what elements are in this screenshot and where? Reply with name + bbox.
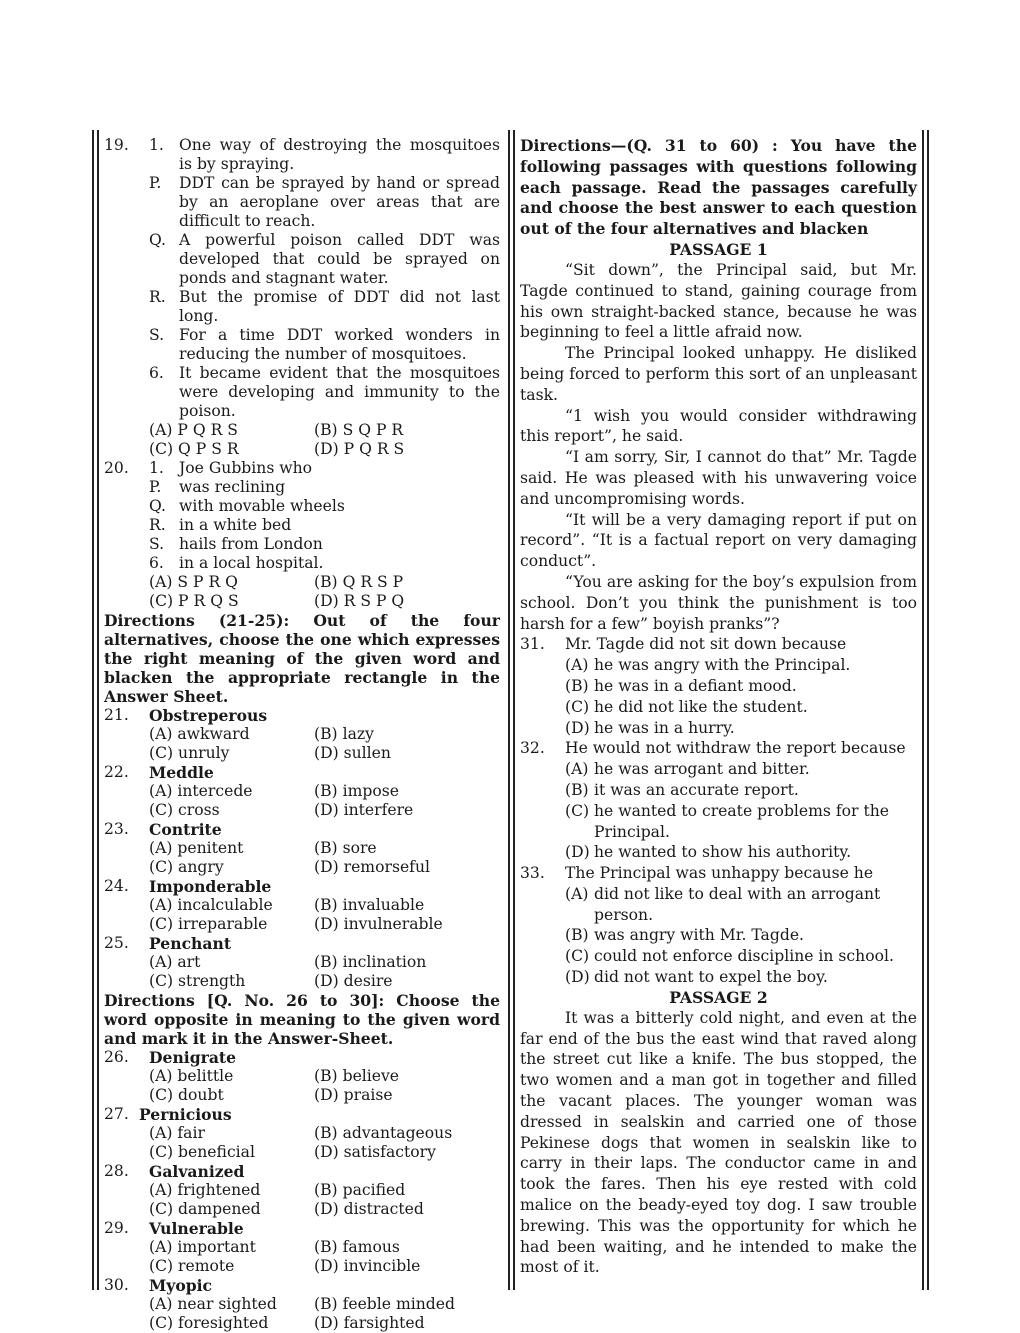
given-word: Pernicious [139, 1105, 232, 1124]
passage-paragraph: The Principal looked unhappy. He disliked being forced to perform this sort of an unpleasant task. [520, 344, 917, 404]
given-word: Imponderable [149, 877, 272, 896]
option-label: (B) [565, 926, 589, 945]
sentence-label: S. [149, 535, 165, 553]
option-b[interactable]: (B) impose [314, 782, 399, 800]
option-d[interactable]: (D) invincible [314, 1257, 421, 1275]
option-text: did not like to deal with an arrogant person. [594, 884, 881, 924]
sentence-label: 1. [149, 459, 164, 477]
option-b[interactable]: (B) feeble minded [314, 1295, 455, 1313]
option-label: (D) [565, 968, 590, 987]
option-c[interactable]: (C) foresighted [149, 1314, 269, 1332]
option-d[interactable]: (D) desire [314, 972, 393, 990]
option-label: (B) [565, 676, 589, 695]
option-c[interactable]: (C) Q P S R [149, 440, 239, 458]
passage-paragraph: “Sit down”, the Principal said, but Mr. Tagde continued to stand, gaining courage from his own straight-backed stance, because he was beginning to feel a little afraid now. [520, 260, 917, 342]
option-b[interactable]: (B) believe [314, 1067, 400, 1085]
right-column [520, 136, 917, 1278]
sentence-text: A powerful poison called DDT was developed that could be sprayed on ponds and stagnant water. [179, 231, 500, 287]
given-word: Galvanized [149, 1162, 245, 1181]
option-d[interactable]: (D) R S P Q [314, 592, 405, 610]
sentence-label: 1. [149, 136, 164, 154]
passage-paragraph: “It will be a very damaging report if put on record”. “It is a factual report on very damaging conduct”. [520, 510, 917, 571]
sentence-text: For a time DDT worked wonders in reducing the number of mosquitoes. [179, 326, 500, 363]
option-text: did not want to expel the boy. [594, 968, 828, 987]
given-word: Obstreperous [149, 706, 268, 725]
option-c[interactable]: (C) unruly [149, 744, 230, 762]
option-d[interactable]: (D) praise [314, 1086, 393, 1104]
passage-paragraph: “You are asking for the boy’s expulsion from school. Don’t you think the punishment is too harsh for a few” boyish pranks”? [520, 572, 917, 633]
given-word: Myopic [149, 1276, 213, 1295]
option-text: he did not like the student. [594, 697, 808, 716]
given-word: Vulnerable [149, 1219, 244, 1238]
option-b[interactable]: (B) lazy [314, 725, 374, 743]
option-text: was angry with Mr. Tagde. [594, 926, 805, 945]
option-c[interactable]: (C) irreparable [149, 915, 268, 933]
question-20 [104, 459, 500, 611]
option-a[interactable]: (A) penitent [149, 839, 244, 857]
question-26 [104, 1048, 500, 1105]
passage-paragraph: “I am sorry, Sir, I cannot do that” Mr. Tagde said. He was pleased with his unwavering voice and uncompromising words. [520, 448, 917, 508]
option-b[interactable] [565, 676, 917, 697]
option-label: (C) [565, 801, 590, 820]
option-a[interactable]: (A) belittle [149, 1067, 234, 1085]
question-number: 21. [104, 706, 129, 724]
option-b[interactable]: (B) S Q P R [314, 421, 404, 439]
option-label: (A) [565, 884, 589, 903]
option-d[interactable] [565, 718, 917, 739]
question-28 [104, 1162, 500, 1219]
question-number: 26. [104, 1048, 129, 1066]
option-d[interactable]: (D) interfere [314, 801, 414, 819]
question-text: Mr. Tagde did not sit down because [565, 635, 847, 654]
option-a[interactable] [565, 884, 917, 926]
option-a[interactable]: (A) awkward [149, 725, 250, 743]
question-29 [104, 1219, 500, 1276]
option-b[interactable] [565, 925, 917, 946]
right-border-inner [922, 130, 924, 1290]
option-d[interactable]: (D) distracted [314, 1200, 424, 1218]
question-number: 33. [520, 864, 545, 883]
option-c[interactable]: (C) cross [149, 801, 220, 819]
directions-26-30: Directions [Q. No. 26 to 30]: Choose the word opposite in meaning to the given word and mark it in the Answer-Sheet. [104, 991, 500, 1048]
center-divider-right [513, 130, 515, 1290]
question-23 [104, 820, 500, 877]
sentence-label: P. [149, 478, 162, 496]
sentence-text: DDT can be sprayed by hand or spread by an aeroplane over areas that are difficult to reach. [179, 174, 500, 230]
sentence-text: Joe Gubbins who [179, 459, 313, 477]
option-b[interactable]: (B) invaluable [314, 896, 425, 914]
question-number: 22. [104, 763, 129, 781]
option-text: he wanted to create problems for the Principal. [594, 801, 890, 841]
question-19 [104, 136, 500, 459]
option-a[interactable]: (A) art [149, 953, 201, 971]
option-c[interactable] [565, 801, 917, 843]
sentence-text: One way of destroying the mosquitoes is by spraying. [179, 136, 500, 173]
question-22 [104, 763, 500, 820]
option-a[interactable]: (A) fair [149, 1124, 205, 1142]
question-number: 20. [104, 459, 129, 477]
option-b[interactable]: (B) advantageous [314, 1124, 453, 1142]
sentence-label: 6. [149, 364, 164, 382]
option-c[interactable]: (C) remote [149, 1257, 235, 1275]
option-c[interactable]: (C) strength [149, 972, 246, 990]
option-label: (D) [565, 718, 590, 737]
sentence-text: with movable wheels [179, 497, 345, 515]
option-d[interactable]: (D) P Q R S [314, 440, 405, 458]
option-text: it was an accurate report. [594, 780, 799, 799]
sentence-text: But the promise of DDT did not last long. [179, 288, 500, 325]
question-number: 30. [104, 1276, 129, 1294]
sentence-label: R. [149, 516, 166, 534]
question-33 [520, 863, 917, 988]
option-a[interactable]: (A) frightened [149, 1181, 261, 1199]
option-a[interactable]: (A) near sighted [149, 1295, 277, 1313]
option-d[interactable]: (D) farsighted [314, 1314, 425, 1332]
question-21 [104, 706, 500, 763]
option-label: (A) [565, 760, 589, 779]
option-b[interactable]: (B) famous [314, 1238, 400, 1256]
question-number: 29. [104, 1219, 129, 1237]
question-number: 27. [104, 1105, 129, 1123]
option-c[interactable] [565, 697, 917, 718]
option-text: could not enforce discipline in school. [594, 947, 894, 966]
option-c[interactable]: (C) P R Q S [149, 592, 239, 610]
option-label: (C) [565, 947, 590, 966]
sentence-label: 6. [149, 554, 164, 572]
question-24 [104, 877, 500, 934]
question-number: 24. [104, 877, 129, 895]
option-label: (A) [565, 656, 589, 675]
sentence-label: R. [149, 288, 166, 306]
question-27 [104, 1105, 500, 1162]
sentence-label: Q. [149, 231, 166, 249]
option-d[interactable]: (D) remorseful [314, 858, 430, 876]
question-number: 28. [104, 1162, 129, 1180]
given-word: Denigrate [149, 1048, 237, 1067]
question-number: 31. [520, 635, 545, 654]
option-b[interactable]: (B) inclination [314, 953, 427, 971]
question-text: The Principal was unhappy because he [565, 864, 874, 883]
option-c[interactable]: (C) angry [149, 858, 224, 876]
given-word: Meddle [149, 763, 214, 782]
directions-31-60: Directions—(Q. 31 to 60) : You have the following passages with questions following each passage. Read the passages carefully and choose the best answer to each question out of the four alternatives and blacken [520, 136, 917, 239]
option-d[interactable] [565, 842, 917, 863]
sentence-label: Q. [149, 497, 166, 515]
sentence-label: P. [149, 174, 162, 192]
option-d[interactable]: (D) invulnerable [314, 915, 443, 933]
question-number: 25. [104, 934, 129, 952]
question-number: 32. [520, 739, 545, 758]
question-number: 19. [104, 136, 129, 154]
sentence-text: in a local hospital. [179, 554, 324, 572]
passage-paragraph: “1 wish you would consider withdrawing this report”, he said. [520, 406, 917, 446]
option-label: (C) [565, 697, 590, 716]
option-text: he was in a hurry. [594, 718, 735, 737]
question-31 [520, 634, 917, 738]
option-d[interactable] [565, 967, 917, 988]
option-a[interactable]: (A) intercede [149, 782, 253, 800]
given-word: Contrite [149, 820, 222, 839]
sentence-text: It became evident that the mosquitoes were developing and immunity to the poison. [179, 364, 500, 420]
option-a[interactable]: (A) important [149, 1238, 256, 1256]
question-30 [104, 1276, 500, 1333]
option-c[interactable]: (C) beneficial [149, 1143, 255, 1161]
left-border-outer [92, 130, 94, 1290]
option-a[interactable]: (A) S P R Q [149, 573, 238, 591]
option-c[interactable]: (C) doubt [149, 1086, 224, 1104]
sentence-label: S. [149, 326, 165, 344]
option-d[interactable]: (D) sullen [314, 744, 391, 762]
option-text: he wanted to show his authority. [594, 843, 852, 862]
option-text: he was angry with the Principal. [594, 656, 851, 675]
sentence-text: hails from London [179, 535, 323, 553]
option-label: (D) [565, 843, 590, 862]
center-divider-left [508, 130, 510, 1290]
option-label: (B) [565, 780, 589, 799]
question-text: He would not withdraw the report because [565, 739, 906, 758]
option-d[interactable]: (D) satisfactory [314, 1143, 436, 1161]
option-b[interactable]: (B) Q R S P [314, 573, 404, 591]
left-column [104, 136, 500, 1333]
option-text: he was arrogant and bitter. [594, 760, 810, 779]
option-a[interactable]: (A) incalculable [149, 896, 273, 914]
sentence-text: was reclining [179, 478, 286, 496]
passage-2-title: PASSAGE 2 [669, 987, 768, 1007]
option-a[interactable] [565, 655, 917, 676]
sentence-text: in a white bed [179, 516, 292, 534]
option-a[interactable] [565, 759, 917, 780]
option-text: he was in a defiant mood. [594, 676, 797, 695]
right-border-outer [927, 130, 929, 1290]
passage-paragraph: It was a bitterly cold night, and even at the far end of the bus the east wind that raved along the street cut like a knife. The bus stopped, the two women and a man got in together and filled the vacant places. The younger woman was dressed in sealskin and carried one of those Pekinese dogs that women in sealskin like to carry in their laps. The conductor came in and took the fares. Then his eye rested with cold malice on the beady-eyed toy dog. I saw trouble brewing. This was the opportunity for which he had been waiting, and he intended to make the most of it. [520, 1008, 917, 1277]
question-number: 23. [104, 820, 129, 838]
option-c[interactable] [565, 946, 917, 967]
left-border-inner [97, 130, 99, 1290]
option-b[interactable]: (B) pacified [314, 1181, 406, 1199]
question-32 [520, 738, 917, 863]
option-b[interactable] [565, 780, 917, 801]
directions-21-25: Directions (21-25): Out of the four alternatives, choose the one which expresses the right meaning of the given word and blacken the appropriate rectangle in the Answer Sheet. [104, 611, 500, 706]
option-a[interactable]: (A) P Q R S [149, 421, 238, 439]
option-b[interactable]: (B) sore [314, 839, 377, 857]
passage-1-title: PASSAGE 1 [669, 239, 768, 259]
option-c[interactable]: (C) dampened [149, 1200, 261, 1218]
given-word: Penchant [149, 934, 232, 953]
question-25 [104, 934, 500, 991]
